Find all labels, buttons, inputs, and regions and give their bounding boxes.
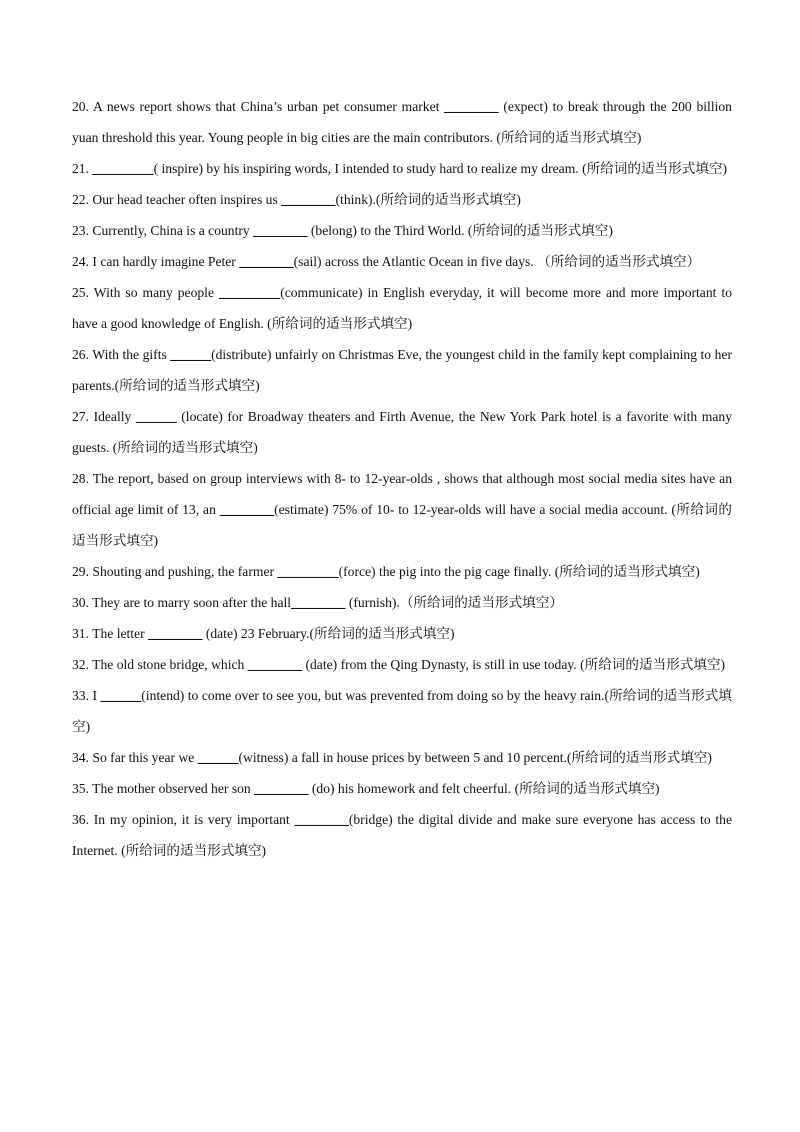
question-text-after: (force) the pig into the pig cage finally. (所给词的适当形式填空) (338, 564, 700, 579)
question-text-after: (think).(所给词的适当形式填空) (335, 192, 521, 207)
answer-blank[interactable]: ________ (444, 99, 499, 114)
question-text-after: (do) his homework and felt cheerful. (所给词的适当形式填空) (311, 781, 660, 796)
question-text-after: (bridge) the digital divide and make sure everyone has access to the Internet. (所给词的适当形式填空) (72, 812, 732, 858)
question-text-after: (sail) across the Atlantic Ocean in five days. （所给词的适当形式填空） (293, 254, 701, 269)
question-text-after: (locate) for Broadway theaters and Firth Avenue, the New York Park hotel is a favorite with many guests. (所给词的适当形式填空) (72, 409, 733, 455)
question-item (72, 556, 732, 587)
question-number: 32. (72, 657, 89, 672)
question-text-before: Shouting and pushing, the farmer (92, 564, 275, 579)
question-text-before: I can hardly imagine Peter (92, 254, 236, 269)
question-text-after: (estimate) 75% of 10- to 12-year-olds will have a social media account. (所给词的适当形式填空) (72, 502, 733, 548)
question-text-after: (expect) to break through the 200 billion yuan threshold this year. Young people in big cities are the main contributors. (所给词的适当形式填空) (72, 99, 732, 145)
question-text-before: So far this year we (92, 750, 195, 765)
question-item (72, 649, 732, 680)
answer-blank[interactable]: ______ (135, 409, 177, 424)
question-number: 29. (72, 564, 89, 579)
question-number: 25. (72, 285, 89, 300)
question-item (72, 246, 732, 277)
question-number: 22. (72, 192, 89, 207)
question-text-before: Currently, China is a country (92, 223, 250, 238)
question-text-after: (communicate) in English everyday, it will become more and more important to have a good knowledge of English. (所给词的适当形式填空) (72, 285, 733, 331)
question-item (72, 401, 732, 463)
question-text-before: They are to marry soon after the hall (92, 595, 292, 610)
exercise-page (72, 91, 732, 866)
question-text-before: The report, based on group interviews with 8- to 12-year-olds , shows that although most social media sites have an official age limit of 13, an (72, 471, 732, 517)
question-number: 31. (72, 626, 89, 641)
question-number: 36. (72, 812, 89, 827)
question-number: 30. (72, 595, 89, 610)
question-item (72, 91, 732, 153)
answer-blank[interactable]: ________ (294, 812, 349, 827)
answer-blank[interactable]: ________ (247, 657, 303, 672)
question-item (72, 339, 732, 401)
question-text-after: ( inspire) by his inspiring words, I intended to study hard to realize my dream. (所给词的适当形式填空) (153, 161, 728, 176)
question-text-after: (furnish).（所给词的适当形式填空） (348, 595, 563, 610)
question-text-before: The letter (92, 626, 145, 641)
question-text-before: Ideally (93, 409, 132, 424)
question-text-before: With so many people (93, 285, 214, 300)
question-number: 34. (72, 750, 89, 765)
question-number: 26. (72, 347, 89, 362)
answer-blank[interactable]: ________ (291, 595, 346, 610)
question-number: 23. (72, 223, 89, 238)
question-text-before: With the gifts (92, 347, 167, 362)
question-number: 27. (72, 409, 89, 424)
question-text-before: The mother observed her son (92, 781, 251, 796)
answer-blank[interactable]: ________ (281, 192, 336, 207)
answer-blank[interactable]: ________ (239, 254, 294, 269)
answer-blank[interactable]: ________ (219, 502, 275, 517)
question-item (72, 587, 732, 618)
answer-blank[interactable]: _________ (219, 285, 281, 300)
question-item (72, 463, 732, 556)
answer-blank[interactable]: ________ (148, 626, 203, 641)
question-item (72, 618, 732, 649)
answer-blank[interactable]: _________ (92, 161, 154, 176)
question-text-before: The old stone bridge, which (92, 657, 245, 672)
question-number: 33. (72, 688, 89, 703)
question-item (72, 680, 732, 742)
question-item (72, 215, 732, 246)
question-text-before: I (92, 688, 98, 703)
question-number: 20. (72, 99, 89, 114)
question-number: 21. (72, 161, 89, 176)
question-number: 35. (72, 781, 89, 796)
answer-blank[interactable]: ______ (197, 750, 239, 765)
question-text-after: (date) 23 February.(所给词的适当形式填空) (205, 626, 455, 641)
answer-blank[interactable]: _________ (277, 564, 339, 579)
question-text-before: Our head teacher often inspires us (92, 192, 278, 207)
question-item (72, 804, 732, 866)
question-text-after: (belong) to the Third World. (所给词的适当形式填空) (310, 223, 613, 238)
question-item (72, 184, 732, 215)
question-text-after: (distribute) unfairly on Christmas Eve, the youngest child in the family kept complaining to her parents.(所给词的适当形式填空) (72, 347, 732, 393)
question-number: 24. (72, 254, 89, 269)
question-text-after: (date) from the Qing Dynasty, is still in use today. (所给词的适当形式填空) (305, 657, 726, 672)
question-text-after: (intend) to come over to see you, but was prevented from doing so by the heavy rain.(所给词的适当形式填空) (72, 688, 733, 734)
question-item (72, 153, 732, 184)
question-item (72, 742, 732, 773)
answer-blank[interactable]: ______ (170, 347, 212, 362)
question-text-before: A news report shows that China’s urban pet consumer market (93, 99, 440, 114)
answer-blank[interactable]: ______ (100, 688, 142, 703)
answer-blank[interactable]: ________ (253, 223, 308, 238)
answer-blank[interactable]: ________ (254, 781, 309, 796)
question-text-after: (witness) a fall in house prices by between 5 and 10 percent.(所给词的适当形式填空) (238, 750, 712, 765)
question-number: 28. (72, 471, 89, 486)
question-text-before: In my opinion, it is very important (93, 812, 290, 827)
question-item (72, 277, 732, 339)
question-item (72, 773, 732, 804)
